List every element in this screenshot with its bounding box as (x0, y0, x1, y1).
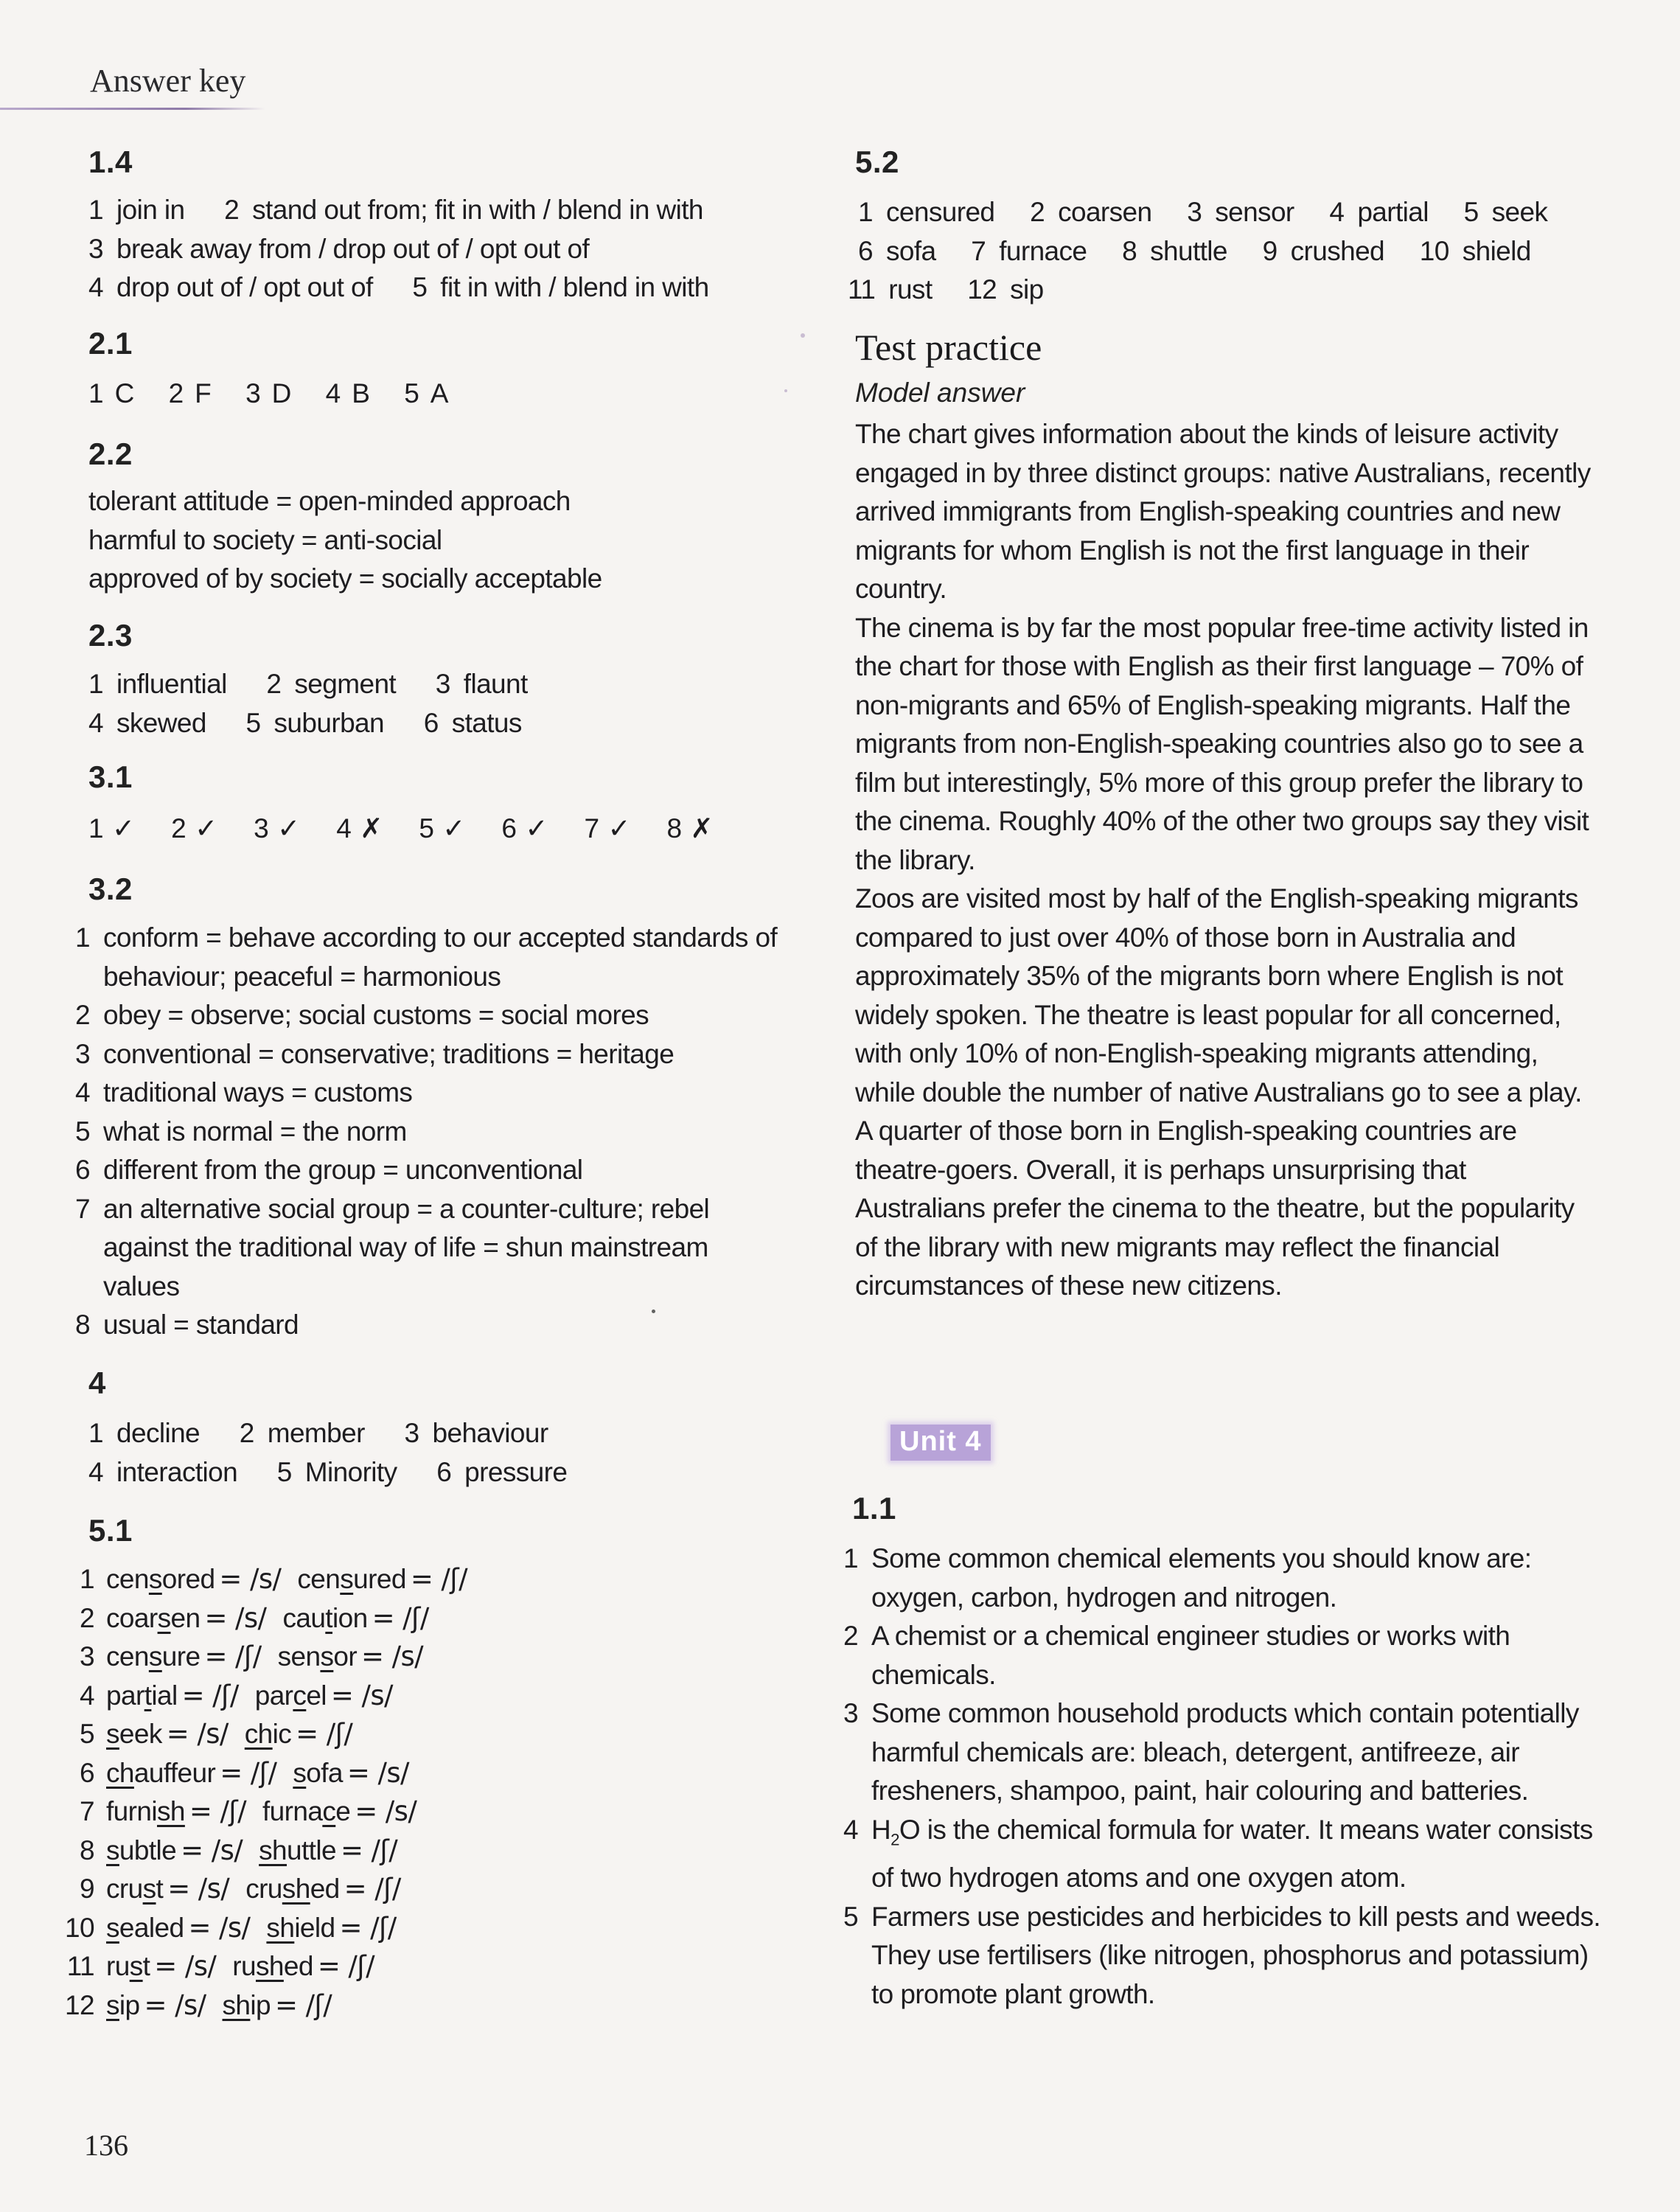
word-part: e (335, 1796, 351, 1826)
answer-line: 1 influential 2 segment 3 flaunt (88, 669, 528, 699)
answer-number: 6 (80, 1757, 94, 1788)
section-title-3-1: 3.1 (88, 759, 133, 794)
answer-number: 2 (80, 1602, 94, 1633)
answer-item: 4 ✗ (336, 813, 383, 844)
answer-item: 1 Some common chemical elements you should know are: oxygen, carbon, hydrogen and nitrogen. (843, 1543, 1532, 1613)
phoneme: = /s/ (144, 1989, 206, 2021)
answer-item: 3 ✓ (254, 813, 300, 844)
phoneme: = /ʃ/ (317, 1950, 374, 1982)
word-part: par (106, 1680, 144, 1711)
answer-number: 12 (65, 1989, 94, 2020)
underlined-letters: t (325, 1602, 332, 1633)
word-part: ion (332, 1602, 368, 1633)
answer-number: 4 (88, 272, 103, 302)
answer-item: 8 usual = standard (75, 1310, 299, 1340)
answer-line: 1 censured 2 coarsen 3 sensor 4 partial 5 seek (858, 197, 1548, 227)
answer-number: 10 (65, 1912, 94, 1943)
answer-item: 4 B (325, 378, 372, 408)
phoneme-pair-row (65, 1832, 467, 1871)
answer-line: 4 skewed 5 suburban 6 status (88, 707, 522, 738)
answer-text: drop out of / opt out of (116, 272, 373, 302)
phoneme-pair-row (65, 1638, 467, 1677)
answer-line (88, 268, 709, 307)
word-part: cru (245, 1874, 282, 1904)
answer-line: tolerant attitude = open-minded approach (88, 486, 571, 516)
underlined-letters: s (340, 1564, 354, 1594)
answer-item: 2 F (168, 378, 214, 408)
phoneme: = /ʃ/ (340, 1834, 398, 1866)
phoneme: = /s/ (166, 1718, 229, 1750)
underlined-letters: sh (282, 1874, 310, 1904)
word-part: or (333, 1641, 358, 1672)
section-1-4-answers (88, 191, 709, 307)
answer-item: 5 A (404, 378, 451, 408)
answer-number: 7 (80, 1796, 94, 1826)
phoneme: = /ʃ/ (220, 1756, 277, 1789)
answer-number: 3 (80, 1641, 94, 1672)
word-part: ealed (119, 1912, 184, 1943)
word-part: furni (106, 1796, 157, 1826)
phoneme-pair-row (65, 1792, 467, 1832)
answer-number: 8 (80, 1834, 94, 1865)
word-part: t (156, 1874, 164, 1904)
phoneme: = /ʃ/ (410, 1563, 467, 1595)
answer-text: join in (116, 195, 185, 225)
answer-line: 11 rust 12 sip (848, 274, 1044, 305)
phoneme: = /s/ (219, 1563, 282, 1595)
phoneme: = /s/ (355, 1795, 417, 1827)
page-header-title: Answer key (90, 63, 246, 99)
answer-number: 1 (88, 195, 103, 225)
answer-line: 1 decline 2 member 3 behaviour (88, 1418, 548, 1448)
answer-item: 1 ✓ (88, 813, 135, 844)
word-part: ure (161, 1641, 201, 1672)
word-part: ubtle (119, 1834, 177, 1865)
underlined-letters: ch (106, 1757, 134, 1788)
word-part: eek (119, 1719, 162, 1749)
section-title-2-1: 2.1 (88, 326, 133, 361)
phoneme: = /ʃ/ (344, 1873, 401, 1905)
phoneme: = /s/ (330, 1679, 393, 1711)
answer-item: 7 ✓ (584, 813, 630, 844)
section-title-1-4: 1.4 (88, 145, 133, 179)
phoneme: = /s/ (361, 1641, 424, 1672)
section-5-2-answers (848, 193, 1547, 310)
phoneme-pair-row (65, 1715, 467, 1754)
word-part: ic (272, 1719, 292, 1749)
phoneme: = /s/ (188, 1911, 251, 1944)
word-part: cen (106, 1641, 149, 1672)
phoneme-pair-row (65, 1677, 467, 1716)
word-part: furna (262, 1796, 323, 1826)
answer-item: 2 A chemist or a chemical engineer studies or works with chemicals. (843, 1621, 1510, 1690)
model-answer-text (855, 415, 1600, 1306)
answer-item: 2 ✓ (171, 813, 217, 844)
underlined-letters: s (320, 1641, 334, 1672)
underlined-letters: c (293, 1680, 307, 1711)
model-answer-paragraph: Zoos are visited most by half of the English-speaking migrants compared to just over 40% of those born in Australia and approximately 35% of the migrants born where English is not widely spoken. The theatre is least popular for all concerned, with only 10% of non-English-speaking migrants attending, while double the number of native Australians go to see a play. A quarter of those born in English-speaking countries are theatre-goers. Overall, it is perhaps unsurprising that Australians prefer the cinema to the theatre, but the popularity of the library with new migrants may reflect the financial circumstances of these new citizens. (855, 883, 1582, 1301)
phoneme-pair-row (65, 1754, 467, 1793)
section-2-1-answers (88, 375, 450, 414)
section-title-2-2: 2.2 (88, 437, 133, 471)
word-part: ed (310, 1874, 340, 1904)
word-part: ed (283, 1951, 313, 1981)
underlined-letters: s (157, 1602, 171, 1633)
word-part: par (254, 1680, 293, 1711)
answer-number: 3 (88, 233, 103, 264)
answer-item: 1 conform = behave according to our accepted standards of behaviour; peaceful = harmonious (75, 922, 778, 992)
word-part: coar (106, 1602, 158, 1633)
answer-number: 11 (66, 1951, 94, 1981)
word-part: ru (232, 1951, 256, 1981)
underlined-letters: sh (259, 1834, 287, 1865)
word-part: en (170, 1602, 201, 1633)
phoneme: = /ʃ/ (296, 1718, 353, 1750)
answer-number: 5 (80, 1719, 94, 1749)
word-part: ured (353, 1564, 406, 1594)
underlined-letters: s (148, 1564, 162, 1594)
word-part: cau (282, 1602, 326, 1633)
answer-number: 2 (224, 195, 240, 225)
underlined-letters: s (106, 1719, 119, 1749)
answer-item: 4 $H_2O$ is the chemical formula for water. It means water consists of two hydrogen atoms and one oxygen atom. (843, 1814, 1593, 1893)
answer-line: 4 interaction 5 Minority 6 pressure (88, 1456, 568, 1487)
phoneme-pair-row (65, 1986, 467, 2025)
section-3-1-answers (88, 810, 713, 849)
answer-item: 8 ✗ (666, 813, 713, 844)
word-part: cen (297, 1564, 341, 1594)
underlined-letters: ch (244, 1719, 273, 1749)
scan-speck (784, 389, 787, 392)
answer-line: harmful to society = anti-social (88, 524, 442, 555)
answer-text: fit in with / blend in with (440, 272, 709, 302)
answer-line: 6 sofa 7 furnace 8 shuttle 9 crushed 10 shield (858, 235, 1531, 266)
section-title-2-3: 2.3 (88, 618, 133, 653)
phoneme: = /s/ (154, 1950, 217, 1982)
section-1-1-answers (839, 1540, 1606, 2014)
model-answer-paragraph: The chart gives information about the kinds of leisure activity engaged in by three distinct groups: native Australians, recently arrived immigrants from English-speaking countries and new migrants for whom English is not the first language in their country. (855, 419, 1591, 604)
answer-line (88, 191, 709, 230)
phoneme: = /s/ (204, 1601, 267, 1634)
underlined-letters: s (148, 1641, 162, 1672)
word-part: auffeur (133, 1757, 216, 1788)
phoneme-pair-row (65, 1870, 467, 1909)
section-title-3-2: 3.2 (88, 872, 133, 906)
answer-line (88, 230, 709, 269)
answer-item: 5 Farmers use pesticides and herbicides to kill pests and weeds. They use fertilisers (like nitrogen, phosphorus and potassium) to promote plant growth. (843, 1901, 1601, 2009)
phoneme: = /ʃ/ (339, 1911, 397, 1944)
word-part: ial (151, 1680, 178, 1711)
word-part: ofa (306, 1757, 343, 1788)
phoneme: = /ʃ/ (275, 1989, 332, 2021)
underlined-letters: s (293, 1757, 307, 1788)
scan-speck (801, 333, 805, 338)
underlined-letters: s (129, 1951, 143, 1981)
page-number: 136 (84, 2129, 128, 2162)
section-2-3-answers (88, 665, 528, 742)
underlined-letters: s (106, 1989, 119, 2020)
phoneme: = /s/ (181, 1834, 243, 1866)
answer-item: 4 traditional ways = customs (75, 1077, 413, 1107)
answer-item: 6 different from the group = unconventional (75, 1155, 583, 1185)
test-practice-heading: Test practice (855, 327, 1042, 368)
word-part: ip (119, 1989, 140, 2020)
word-part: uttle (287, 1834, 336, 1865)
phoneme: = /ʃ/ (372, 1601, 429, 1634)
model-answer-label: Model answer (855, 378, 1025, 408)
section-title-1-1: 1.1 (852, 1491, 896, 1526)
answer-text: stand out from; fit in with / blend in with (252, 195, 703, 225)
word-part: el (306, 1680, 327, 1711)
phoneme-pair-row (65, 1947, 467, 1986)
underlined-letters: s (106, 1912, 119, 1943)
phoneme: = /ʃ/ (204, 1641, 262, 1672)
header-rule (0, 108, 265, 110)
underlined-letters: c (322, 1796, 336, 1826)
section-5-1-answers (65, 1560, 467, 2025)
underlined-letters: sh (156, 1796, 185, 1826)
unit-badge: Unit 4 (890, 1425, 991, 1461)
phoneme: = /ʃ/ (181, 1679, 239, 1711)
word-part: sen (277, 1641, 321, 1672)
answer-number: 1 (80, 1564, 94, 1594)
answer-item: 3 D (245, 378, 294, 408)
word-part: ip (250, 1989, 271, 2020)
answer-number: 5 (412, 272, 428, 302)
section-title-4: 4 (88, 1366, 106, 1400)
word-part: ru (106, 1951, 130, 1981)
underlined-letters: s (142, 1874, 156, 1904)
answer-item: 3 Some common household products which contain potentially harmful chemicals are: bleach, detergent, antifreeze, air fresheners, shampoo, paint, hair colouring and batteries. (843, 1698, 1579, 1806)
phoneme-pair-row (65, 1599, 467, 1638)
section-title-5-1: 5.1 (88, 1513, 133, 1548)
underlined-letters: s (106, 1834, 119, 1865)
answer-item: 5 ✓ (419, 813, 465, 844)
scan-speck (652, 1310, 655, 1313)
section-2-2-answers (88, 482, 602, 599)
answer-text: break away from / drop out of / opt out of (116, 233, 590, 264)
phoneme: = /s/ (346, 1756, 409, 1789)
model-answer-paragraph: The cinema is by far the most popular free-time activity listed in the chart for those with English as their first language – 70% of non-migrants and 65% of English-speaking migrants. Half the migrants from non-English-speaking countries also go to see a film but interestingly, 5% more of this group prefer the library to the cinema. Roughly 40% of the other two groups say they visit the library. (855, 612, 1589, 875)
answer-line: approved of by society = socially acceptable (88, 563, 602, 594)
word-part: ield (294, 1912, 335, 1943)
underlined-letters: sh (222, 1989, 251, 2020)
section-title-5-2: 5.2 (855, 145, 899, 179)
underlined-letters: sh (266, 1912, 295, 1943)
answer-item: 2 obey = observe; social customs = social mores (75, 1000, 649, 1030)
answer-item: 7 an alternative social group = a counter-culture; rebel against the traditional way of life = shun mainstream values (75, 1193, 710, 1301)
phoneme: = /ʃ/ (189, 1795, 246, 1827)
answer-item: 3 conventional = conservative; traditions = heritage (75, 1038, 675, 1069)
phoneme-pair-row (65, 1909, 467, 1948)
phoneme-pair-row (65, 1560, 467, 1599)
underlined-letters: t (144, 1680, 152, 1711)
answer-number: 4 (80, 1680, 94, 1711)
section-4-answers (88, 1414, 567, 1492)
subscript: 2 (890, 1829, 899, 1848)
answer-item: 1 C (88, 378, 137, 408)
underlined-letters: sh (255, 1951, 284, 1981)
word-part: t (142, 1951, 150, 1981)
word-part: cru (106, 1874, 143, 1904)
answer-item: 6 ✓ (501, 813, 548, 844)
word-part: ored (161, 1564, 215, 1594)
answer-number: 9 (80, 1874, 94, 1904)
phoneme: = /s/ (167, 1873, 230, 1905)
section-3-2-answers (71, 919, 837, 1345)
word-part: cen (106, 1564, 149, 1594)
answer-item: 5 what is normal = the norm (75, 1116, 407, 1147)
